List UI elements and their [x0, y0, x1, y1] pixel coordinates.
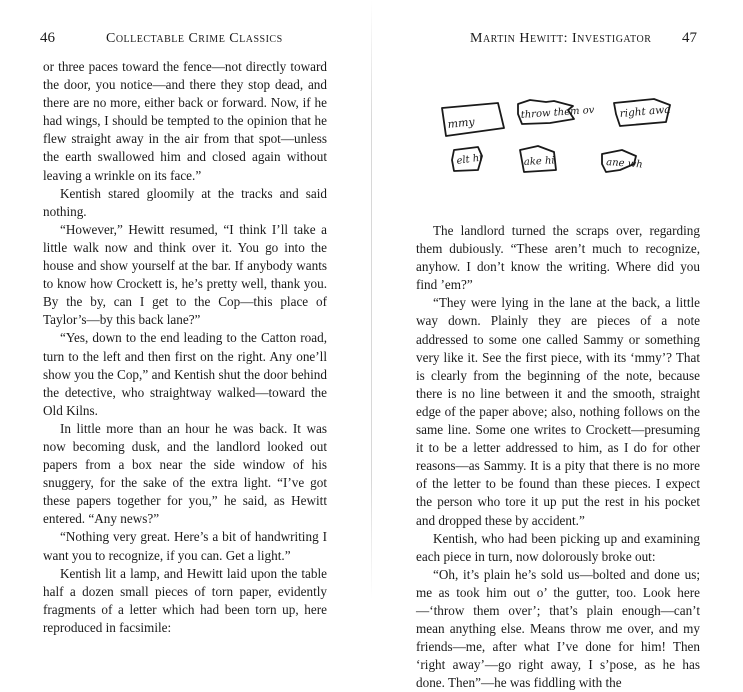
paragraph: “However,” Hewitt resumed, “I think I’ll take a little walk now and think over it. You go into the house and show yourself at the bar. If anybody wants to know how Crockett is, he’s pretty well, thank you. By the by, can I get to the Cop—this place of Taylor’s—by this back lane?”: [43, 221, 327, 328]
scrap-text: right awa: [619, 103, 672, 120]
page-number: 47: [682, 30, 697, 46]
paragraph: In little more than an hour he was back. It was now becoming dusk, and the landlord looked out papers from a box near the side window of his snuggery, for the sake of the extra light. “I’ve got these papers together for you,” he said, as Hewitt entered. “Any news?”: [43, 420, 327, 527]
body-text: [43, 58, 327, 637]
paragraph: “Yes, down to the end leading to the Catton road, turn to the left and then first on the right. Any one’ll show you the Cop,” and Kentish shut the door behind the detective, who straightway walked—toward the Old Kilns.: [43, 330, 327, 418]
paragraph: Kentish stared gloomily at the tracks and said nothing.: [43, 185, 327, 219]
handwriting-facsimile: [434, 92, 704, 192]
page-number: 46: [40, 30, 55, 46]
paragraph: “They were lying in the lane at the back, a little way down. Plainly they are pieces of a note addressed to some one called Sammy or something very like it. See the first piece, with its ‘mmy’? That is clearly from the beginning of the note, because there is no line between it and the smooth, straight edge of the paper above; also, nothing follows on the same line. Some one writes to Crockett—presuming it to be a letter addressed to him, as I do for other reasons—as Sammy. It is a pity that there is no more of the letter to be found than these pieces. I expect the person who tore it up put the rest in his pocket and dropped these by accident.”: [416, 295, 700, 528]
body-text: [416, 222, 700, 692]
scrap-text: elt hi: [455, 152, 484, 167]
paragraph: “Oh, it’s plain he’s sold us—bolted and done us; me as took him out o’ the gutter, too. Look here—‘throw them over’; that’s plain enough—can’t mean anything else. Means throw me over, and my friends—me, after what I’ve done for him! Then ‘right away’—go right away, I s’pose, as he has done. Then”—he was fiddling with the: [416, 566, 700, 691]
right-page: [372, 0, 743, 691]
running-head: Martin Hewitt: Investigator: [470, 31, 652, 46]
paragraph: The landlord turned the scraps over, regarding them dubiously. “These aren’t much to recognize, anyhow. I don’t know the writing. Where did you find ’em?”: [416, 223, 700, 293]
paragraph: “Nothing very great. Here’s a bit of handwriting I want you to recognize, if you can. Get a light.”: [43, 529, 327, 563]
paragraph: or three paces toward the fence—not directly toward the door, you notice—and there they stop dead, and there are no more, either back or forward. Now, if he had wings, I should be tempted to the opinion that he flew straight away in the air from that spot—unless the earth swallowed him and closed again without leaving a wrinkle on its face.”: [43, 59, 327, 183]
scrap-text: throw them ov: [520, 104, 595, 121]
running-head: Collectable Crime Classics: [106, 31, 283, 46]
scrap-text: ake hi: [523, 155, 555, 168]
left-page: [0, 0, 371, 635]
paragraph: Kentish lit a lamp, and Hewitt laid upon the table half a dozen small pieces of torn paper, evidently fragments of a letter which had been torn up, here reproduced in facsimile:: [43, 565, 327, 635]
scrap-text: ane wh: [605, 157, 643, 171]
scrap-text: mmy: [446, 115, 476, 131]
paragraph: Kentish, who had been picking up and examining each piece in turn, now dolorously broke out:: [416, 530, 700, 564]
